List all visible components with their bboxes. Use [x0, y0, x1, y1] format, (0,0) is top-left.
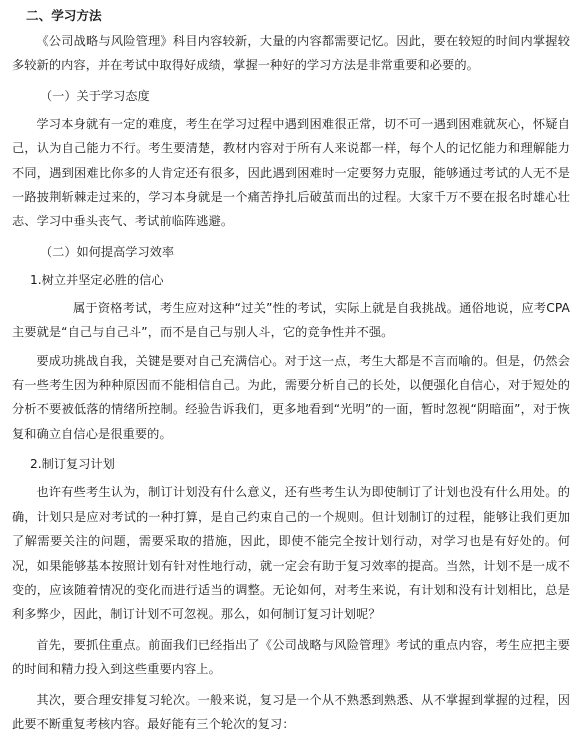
plan-heading: 2.制订复习计划: [30, 457, 115, 472]
confidence-paragraph-2: 要成功挑战自我，关键是要对自己充满信心。对于这一点，考生大都是不言而喻的。但是，仍然会有一些考生因为种种原因而不能相信自己。为此，需要分析自己的长处，以便强化自信心，对于短处的分析不要被低落的情绪所控制。经验告诉我们，更多地看到“光明”的一面，暂时忽视“阴暗面”，对于恢复和确立自信心是很重要的。: [12, 353, 570, 441]
plan-paragraph-1: 也许有些考生认为，制订计划没有什么意义，还有些考生认为即使制订了计划也没有什么用处。的确，计划只是应对考试的一种打算，是自己约束自己的一个规则。但计划制订的过程，能够让我们更加了解需要关注的问题，需要采取的措施，因此，即使不能完全按计划行动，对学习也是有好处的。何况，如果能够基本按照计划有针对性地行动，就一定会有助于复习效率的提高。当然，计划不是一成不变的，应该随着情况的变化而进行适当的调整。无论如何，对考生来说，有计划和没有计划相比，总是利多弊少，因此，制订计划不可忽视。那么，如何制订复习计划呢？: [12, 485, 570, 622]
plan-paragraph-3: 其次，要合理安排复习轮次。一般来说，复习是一个从不熟悉到熟悉、从不掌握到掌握的过程，因此要不断重复考核内容。最好能有三个轮次的复习：: [12, 692, 570, 731]
confidence-paragraph-1: 属于资格考试，考生应对这种“过关”性的考试，实际上就是自我挑战。通俗地说，应考CPA主要就是“自己与自己斗”，而不是自己与别人斗，它的竞争性并不强。: [12, 300, 570, 340]
attitude-paragraph: 学习本身就有一定的难度，考生在学习过程中遇到困难很正常，切不可一遇到困难就灰心，怀疑自己，认为自己能力不行。考生要清楚，教材内容对于所有人来说都一样，每个人的记忆能力和理解能力不同，遇到困难比你多的人肯定还有很多，因此遇到困难时一定要努力克服，能够通过考试的人无不是一路披荆斩棘走过来的，学习本身就是一个痛苦挣扎后破茧而出的过程。大家千万不要在报名时雄心壮志、学习中垂头丧气、考试前临阵逃避。: [12, 116, 570, 229]
confidence-heading: 1.树立并坚定必胜的信心: [30, 272, 164, 287]
plan-paragraph-2: 首先，要抓住重点。前面我们已经指出了《公司战略与风险管理》考试的重点内容，考生应把主要的时间和精力投入到这些重要内容上。: [12, 637, 570, 677]
efficiency-heading: （二）如何提高学习效率: [40, 244, 175, 259]
attitude-heading: （一）关于学习态度: [40, 88, 150, 103]
intro-paragraph: 《公司战略与风险管理》科目内容较新，大量的内容都需要记忆。因此，要在较短的时间内掌握较多较新的内容，并在考试中取得好成绩，掌握一种好的学习方法是非常重要和必要的。: [12, 34, 570, 73]
section-title: 二、学习方法: [26, 8, 102, 23]
